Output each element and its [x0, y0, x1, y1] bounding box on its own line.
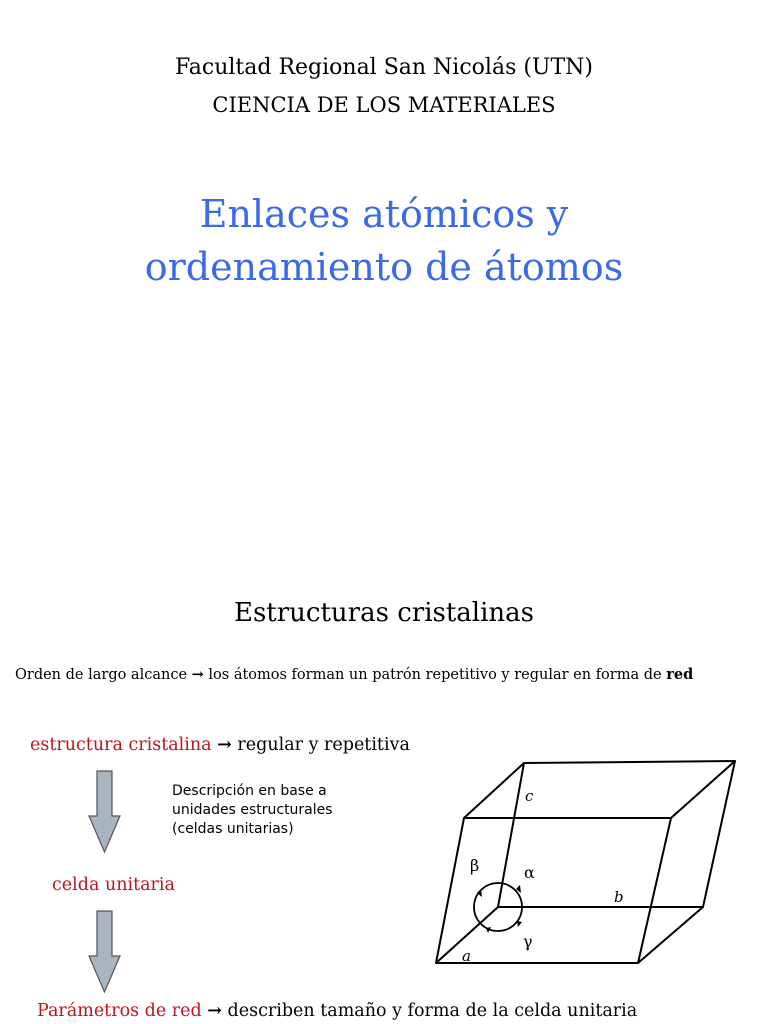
down-arrow-icon	[88, 910, 122, 994]
label-beta: β	[470, 856, 480, 875]
crystal-structure-label: estructura cristalina	[30, 735, 212, 755]
intro-bold-word: red	[666, 666, 694, 683]
description-line-2: unidades estructurales	[172, 802, 333, 818]
label-gamma: γ	[523, 932, 533, 951]
down-arrow-icon	[88, 770, 122, 854]
lattice-parameters-text: describen tamaño y forma de la celda unitaria	[227, 1001, 638, 1021]
lattice-parameters-label: Parámetros de red	[37, 1001, 202, 1021]
unit-description	[172, 782, 333, 839]
label-alpha: α	[524, 863, 535, 882]
description-line-1: Descripción en base a	[172, 783, 327, 799]
item-lattice-parameters	[37, 1001, 637, 1021]
faculty-name: Facultad Regional San Nicolás (UTN)	[175, 55, 593, 80]
intro-text: Orden de largo alcance	[15, 667, 188, 683]
crystal-structure-arrow: →	[217, 735, 232, 755]
intro-arrow: →	[191, 666, 204, 683]
page-title-line2: ordenamiento de átomos	[144, 245, 624, 289]
lattice-parameters-arrow: →	[207, 1001, 222, 1021]
item-unit-cell	[52, 875, 175, 895]
intro-sentence	[15, 666, 693, 683]
unit-cell-label: celda unitaria	[52, 875, 175, 895]
label-a: a	[462, 947, 471, 965]
description-line-3: (celdas unitarias)	[172, 821, 294, 837]
course-name: CIENCIA DE LOS MATERIALES	[212, 93, 556, 117]
page-title-line1: Enlaces atómicos y	[199, 192, 569, 236]
label-c: c	[525, 787, 534, 805]
intro-rest: los átomos forman un patrón repetitivo y regular en forma de	[208, 667, 662, 683]
crystal-structure-text: regular y repetitiva	[237, 735, 410, 755]
section-heading: Estructuras cristalinas	[233, 598, 535, 628]
label-b: b	[614, 888, 624, 906]
unit-cell-diagram	[420, 745, 750, 980]
item-crystal-structure	[30, 735, 410, 755]
